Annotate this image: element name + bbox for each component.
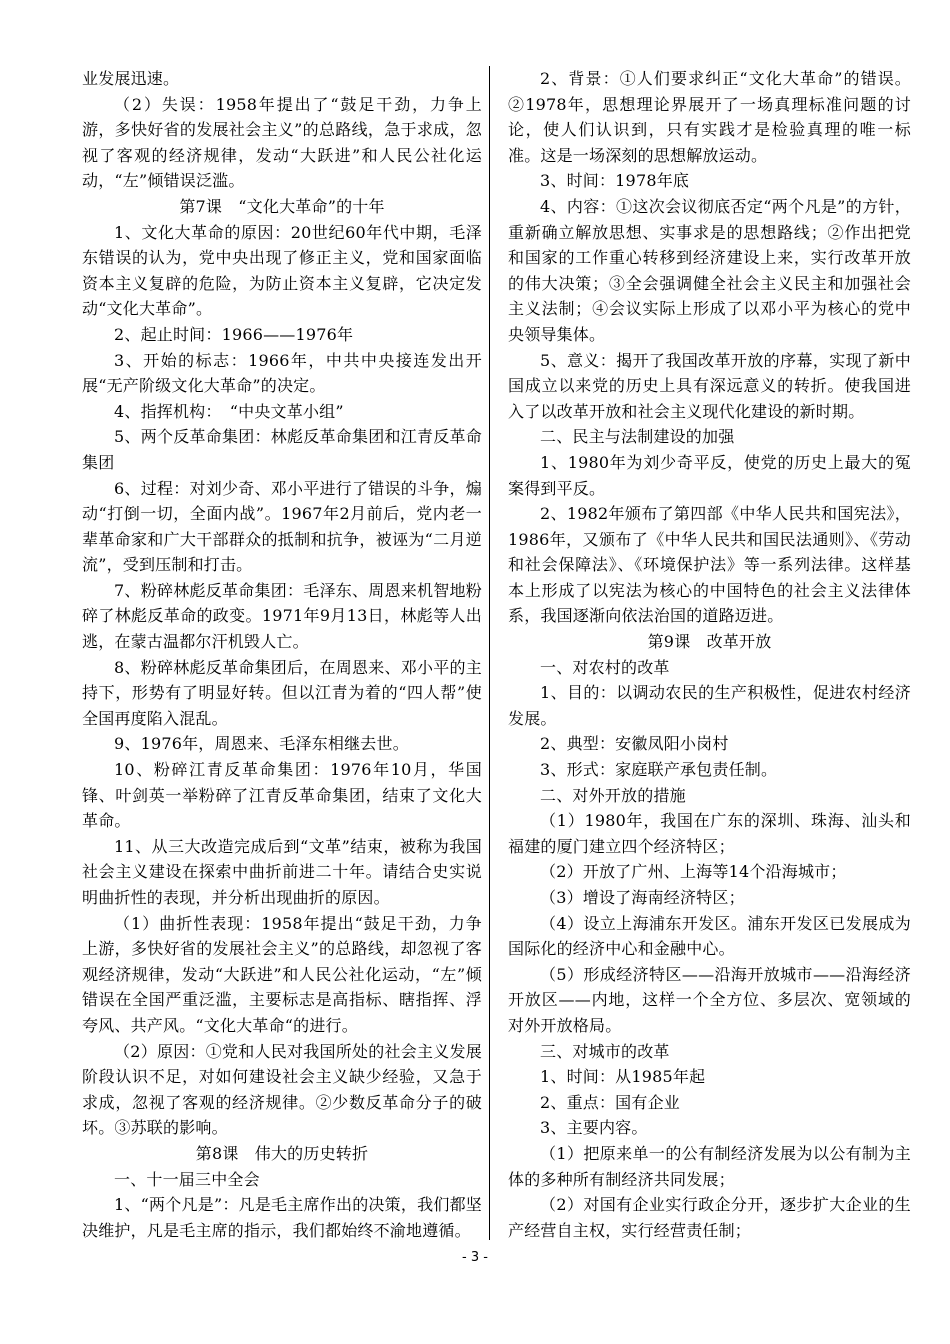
paragraph: （2）对国有企业实行政企分开，逐步扩大企业的生产经营自主权，实行经营责任制； xyxy=(508,1195,911,1240)
paragraph: 2、重点：国有企业 xyxy=(540,1092,680,1112)
paragraph: 5、意义：揭开了我国改革开放的序幕，实现了新中国成立以来党的历史上具有深远意义的转折。使我国进入了以改革开放和社会主义现代化建设的新时期。 xyxy=(508,350,911,421)
column-divider xyxy=(489,66,490,1240)
paragraph: 5、两个反革命集团：林彪反革命集团和江青反革命集团 xyxy=(82,427,482,472)
paragraph: 2、1982年颁布了第四部《中华人民共和国宪法》，1986年，又颁布了《中华人民共和国民法通则》、《劳动和社会保障法》、《环境保护法》等一系列法律。这样基本上形成了以宪法为核心的中国特色的社会主义法律体系，我国逐渐向依法治国的道路迈进。 xyxy=(508,504,911,626)
paragraph: 3、形式：家庭联产承包责任制。 xyxy=(540,760,778,780)
paragraph: 1、文化大革命的原因：20世纪60年代中期，毛泽东错误的认为，党中央出现了修正主义，党和国家面临资本主义复辟的危险，为防止资本主义复辟，它决定发动“文化大革命”。 xyxy=(82,222,482,319)
paragraph: 二、民主与法制建设的加强 xyxy=(540,427,735,447)
paragraph: 1、目的：以调动农民的生产积极性，促进农村经济发展。 xyxy=(508,683,911,728)
paragraph: 2、典型：安徽凤阳小岗村 xyxy=(540,734,729,754)
paragraph: 1、“两个凡是”：凡是毛主席作出的决策，我们都坚决维护，凡是毛主席的指示，我们都始终不渝地遵循。 xyxy=(82,1195,482,1240)
paragraph: （3）增设了海南经济特区； xyxy=(540,888,745,907)
paragraph: 8、粉碎林彪反革命集团后，在周恩来、邓小平的主持下，形势有了明显好转。但以江青为着的“四人帮”使全国再度陷入混乱。 xyxy=(82,657,482,728)
page-number: - 3 - xyxy=(462,1250,488,1265)
paragraph: （4）设立上海浦东开发区。浦东开发区已发展成为国际化的经济中心和金融中心。 xyxy=(508,913,911,959)
left-text-column xyxy=(82,66,482,1243)
paragraph: （2）开放了广州、上海等14个沿海城市； xyxy=(540,862,847,882)
paragraph: 1、1980年为刘少奇平反，使党的历史上最大的冤案得到平反。 xyxy=(508,452,911,498)
paragraph: 3、主要内容。 xyxy=(540,1118,648,1138)
paragraph: 4、指挥机构： “中央文革小组” xyxy=(114,401,344,421)
paragraph: 2、起止时间：1966——1976年 xyxy=(114,324,354,344)
paragraph: 10、粉碎江青反革命集团：1976年10月，华国锋、叶剑英一举粉碎了江青反革命集团，结束了文化大革命。 xyxy=(82,760,482,831)
paragraph: （2）原因：①党和人民对我国所处的社会主义发展阶段认识不足，对如何建设社会主义缺少经验，又急于求成，忽视了客观的经济规律。②少数反革命分子的破坏。③苏联的影响。 xyxy=(82,1041,482,1138)
paragraph: （2）失误：1958年提出了“鼓足干劲，力争上游，多快好省的发展社会主义”的总路线，急于求成，忽视了客观的经济规律，发动“大跃进”和人民公社化运动，“左”倾错误泛滥。 xyxy=(82,94,482,191)
paragraph: 11、从三大改造完成后到“文革”结束，被称为我国社会主义建设在探索中曲折前进二十年。请结合史实说明曲折性的表现，并分析出现曲折的原因。 xyxy=(82,836,482,907)
paragraph: （5）形成经济特区——沿海开放城市——沿海经济开放区——内地，这样一个全方位、多层次、宽领域的对外开放格局。 xyxy=(508,964,911,1035)
paragraph: 2、背景：①人们要求纠正“文化大革命”的错误。②1978年，思想理论界展开了一场真理标准问题的讨论，使人们认识到，只有实践才是检验真理的唯一标准。这是一场深刻的思想解放运动。 xyxy=(508,69,911,165)
section-heading: 第9课 改革开放 xyxy=(647,632,772,652)
paragraph: （1）1980年，我国在广东的深圳、珠海、汕头和福建的厦门建立四个经济特区； xyxy=(508,811,911,856)
paragraph: 3、开始的标志：1966年，中共中央接连发出开展“无产阶级文化大革命”的决定。 xyxy=(82,350,482,396)
paragraph: 业发展迅速。 xyxy=(82,69,180,88)
paragraph: （1）把原来单一的公有制经济发展为以公有制为主体的多种所有制经济共同发展； xyxy=(508,1143,911,1189)
paragraph: 一、十一届三中全会 xyxy=(114,1169,260,1189)
paragraph: 7、粉碎林彪反革命集团：毛泽东、周恩来机智地粉碎了林彪反革命的政变。1971年9月13日，林彪等人出逃，在蒙古温都尔汗机毁人亡。 xyxy=(82,580,482,652)
paragraph: 二、对外开放的措施 xyxy=(540,785,686,805)
paragraph: 3、时间：1978年底 xyxy=(540,171,690,191)
paragraph: 4、内容：①这次会议彻底否定“两个凡是”的方针，重新确立解放思想、实事求是的思想路线；②作出把党和国家的工作重心转移到经济建设上来，实行改革开放的伟大决策；③全会强调健全社会主义民主和加强社会主义法制；④会议实际上形成了以邓小平为核心的党中央领导集体。 xyxy=(508,196,911,344)
paragraph: 三、对城市的改革 xyxy=(540,1041,670,1061)
paragraph: 6、过程：对刘少奇、邓小平进行了错误的斗争，煽动“打倒一切，全面内战”。1967年2月前后，党内老一辈革命家和广大干部群众的抵制和抗争，被诬为“二月逆流”，受到压制和打击。 xyxy=(82,478,482,575)
section-heading: 第7课 “文化大革命”的十年 xyxy=(179,196,385,216)
paragraph: 1、时间：从1985年起 xyxy=(540,1067,706,1087)
section-heading: 第8课 伟大的历史转折 xyxy=(195,1143,369,1163)
right-text-column xyxy=(508,66,911,1243)
paragraph: （1）曲折性表现：1958年提出“鼓足干劲，力争上游，多快好省的发展社会主义”的总路线，却忽视了客观经济规律，发动“大跃进”和人民公社化运动，“左”倾错误在全国严重泛滥，主要标志是高指标、瞎指挥、浮夸风、共产风。“文化大革命“的进行。 xyxy=(82,913,482,1035)
paragraph: 一、对农村的改革 xyxy=(540,657,670,677)
paragraph: 9、1976年，周恩来、毛泽东相继去世。 xyxy=(114,734,409,754)
